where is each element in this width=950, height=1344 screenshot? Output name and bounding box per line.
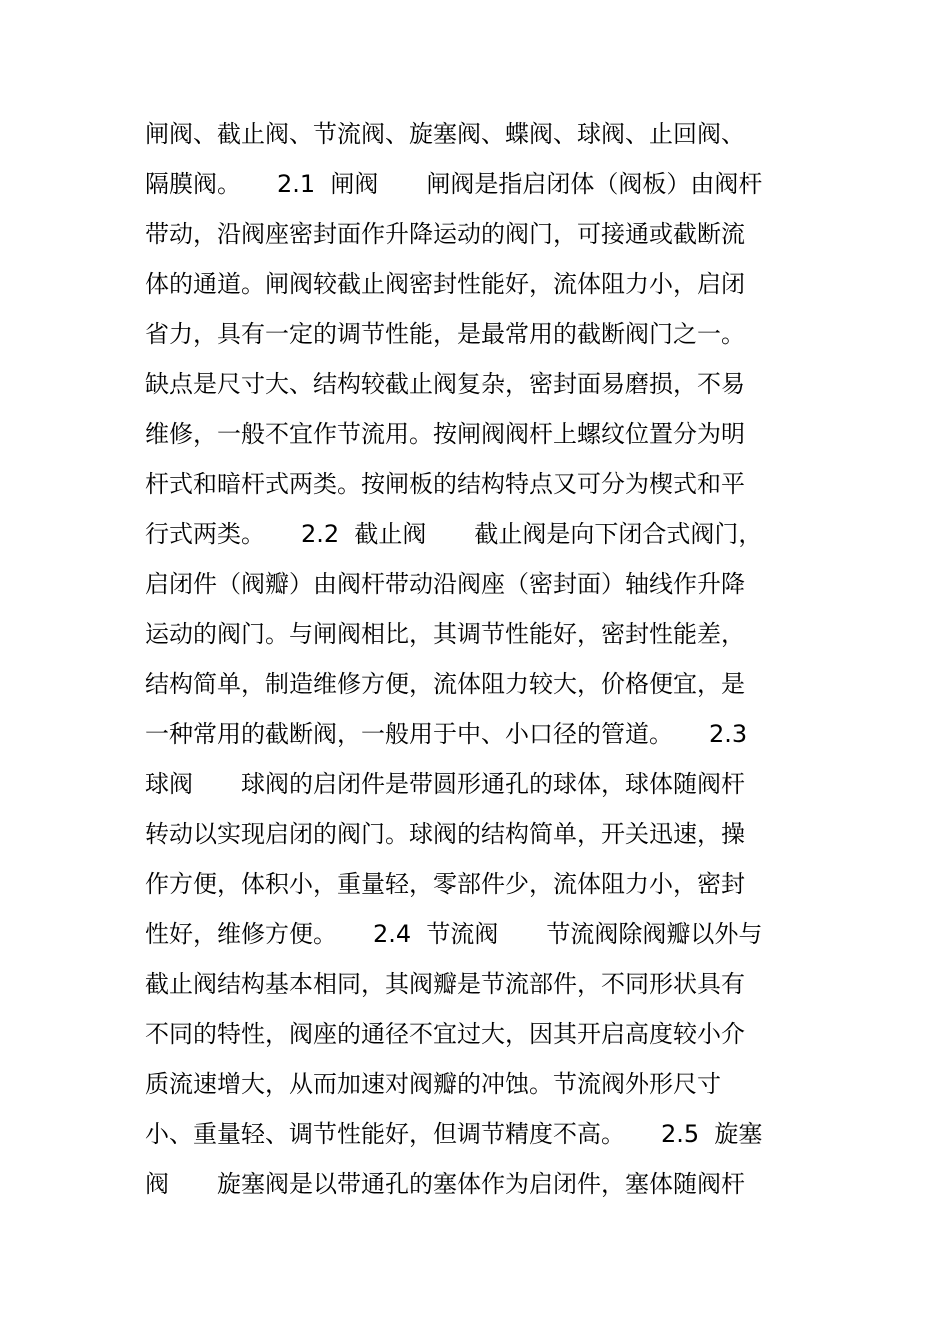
text-line: 球阀 球阀的启闭件是带圆形通孔的球体，球体随阀杆 [145, 770, 745, 798]
text-line: 缺点是尺寸大、结构较截止阀复杂，密封面易磨损，不易 [145, 370, 745, 398]
text-line: 体的通道。闸阀较截止阀密封性能好，流体阻力小，启闭 [145, 270, 745, 298]
text-line: 杆式和暗杆式两类。按闸板的结构特点又可分为楔式和平 [145, 470, 745, 498]
text-line: 阀 旋塞阀是以带通孔的塞体作为启闭件，塞体随阀杆 [145, 1170, 745, 1198]
body-text [145, 112, 825, 1212]
text-line: 闸阀、截止阀、节流阀、旋塞阀、蝶阀、球阀、止回阀、 [145, 120, 745, 148]
text-line: 质流速增大，从而加速对阀瓣的冲蚀。节流阀外形尺寸 [145, 1070, 721, 1098]
text-line: 性好，维修方便。 2.4 节流阀 节流阀除阀瓣以外与 [145, 920, 763, 948]
text-line: 小、重量轻、调节性能好，但调节精度不高。 2.5 旋塞 [145, 1120, 763, 1148]
text-line: 截止阀结构基本相同，其阀瓣是节流部件，不同形状具有 [145, 970, 745, 998]
text-line: 启闭件（阀瓣）由阀杆带动沿阀座（密封面）轴线作升降 [145, 570, 745, 598]
text-line: 不同的特性，阀座的通径不宜过大，因其开启高度较小介 [145, 1020, 745, 1048]
text-line: 运动的阀门。与闸阀相比，其调节性能好，密封性能差， [145, 620, 745, 648]
text-line: 省力，具有一定的调节性能，是最常用的截断阀门之一。 [145, 320, 745, 348]
text-line: 一种常用的截断阀，一般用于中、小口径的管道。 2.3 [145, 720, 748, 748]
text-line: 维修，一般不宜作节流用。按闸阀阀杆上螺纹位置分为明 [145, 420, 745, 448]
text-line: 行式两类。 2.2 截止阀 截止阀是向下闭合式阀门， [145, 520, 763, 548]
text-line: 带动，沿阀座密封面作升降运动的阀门，可接通或截断流 [145, 220, 745, 248]
text-line: 作方便，体积小，重量轻，零部件少，流体阻力小，密封 [145, 870, 745, 898]
text-line: 结构简单，制造维修方便，流体阻力较大，价格便宜，是 [145, 670, 745, 698]
text-line: 转动以实现启闭的阀门。球阀的结构简单，开关迅速，操 [145, 820, 745, 848]
text-line: 隔膜阀。 2.1 闸阀 闸阀是指启闭体（阀板）由阀杆 [145, 170, 763, 198]
